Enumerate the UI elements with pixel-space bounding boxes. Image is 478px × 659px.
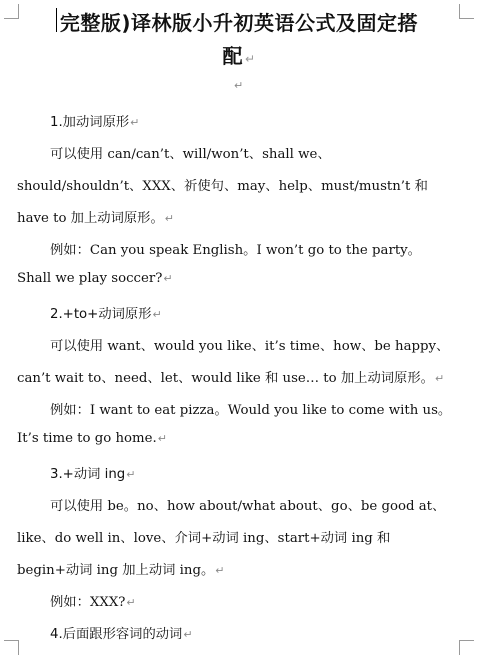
- body-line: [50, 335, 449, 354]
- heading-2: [50, 303, 162, 322]
- line-text: 1.加动词原形: [50, 115, 130, 130]
- heading-3: [50, 463, 135, 482]
- line-text: 例如：XXX?: [50, 595, 126, 610]
- line-text: Shall we play soccer?: [17, 271, 163, 286]
- paragraph-mark-icon: ↵: [163, 272, 173, 285]
- line-text: 2.+to+动词原形: [50, 307, 152, 322]
- document-title-line-2: [0, 40, 478, 69]
- example-line: [17, 431, 167, 446]
- paragraph-mark-icon: ↵: [434, 372, 445, 385]
- line-text: 例如：I want to eat pizza。Would you like to come with us。: [50, 403, 452, 418]
- empty-paragraph-mark-icon: ↵: [234, 79, 244, 92]
- crop-mark-bottom-left: [4, 640, 19, 655]
- line-text: It’s time to go home.: [17, 431, 157, 446]
- body-line: [17, 559, 224, 578]
- line-text: 可以使用 want、would you like、it’s time、how、be happy、: [50, 339, 450, 354]
- body-line: [17, 175, 428, 194]
- line-text: can’t wait to、need、let、would like 和 use… to 加上动词原形。: [17, 371, 434, 386]
- paragraph-mark-icon: ↵: [183, 628, 193, 641]
- line-text: 3.+动词 ing: [50, 467, 126, 482]
- line-text: 4.后面跟形容词的动词: [50, 627, 183, 642]
- title-text-2: 配: [222, 44, 243, 68]
- document-title-line-1: [0, 7, 478, 36]
- paragraph-mark-icon: ↵: [126, 468, 136, 481]
- line-text: 例如：Can you speak English。I won’t go to the party。: [50, 243, 421, 258]
- line-text: 可以使用 can/can’t、will/won’t、shall we、: [50, 147, 331, 162]
- line-text: should/shouldn’t、XXX、祈使句、may、help、must/mustn’t 和: [17, 179, 428, 194]
- title-text-1: 完整版)译林版小升初英语公式及固定搭: [59, 11, 419, 35]
- paragraph-mark-icon: ↵: [157, 432, 167, 445]
- example-line: [50, 591, 136, 610]
- line-text: begin+动词 ing 加上动词 ing。: [17, 563, 215, 578]
- paragraph-mark-icon: ↵: [130, 116, 140, 129]
- crop-mark-bottom-right: [459, 640, 474, 655]
- paragraph-mark-icon: ↵: [126, 596, 136, 609]
- example-line: [50, 399, 451, 418]
- body-line: [17, 527, 390, 546]
- line-text: like、do well in、love、介词+动词 ing、start+动词 ing 和: [17, 531, 391, 546]
- paragraph-mark-icon: ↵: [152, 308, 162, 321]
- paragraph-mark-icon: ↵: [215, 564, 225, 577]
- body-line: [50, 143, 331, 162]
- body-line: [50, 495, 445, 514]
- body-line: [17, 207, 174, 226]
- line-text: 可以使用 be。no、how about/what about、go、be good at、: [50, 499, 446, 514]
- example-line: [17, 271, 173, 286]
- heading-4: [50, 623, 193, 642]
- line-text: have to 加上动词原形。: [17, 211, 164, 226]
- paragraph-mark-icon: ↵: [164, 212, 174, 225]
- heading-1: [50, 111, 139, 130]
- example-line: [50, 239, 421, 258]
- paragraph-mark-icon: ↵: [244, 52, 256, 66]
- body-line: [17, 367, 444, 386]
